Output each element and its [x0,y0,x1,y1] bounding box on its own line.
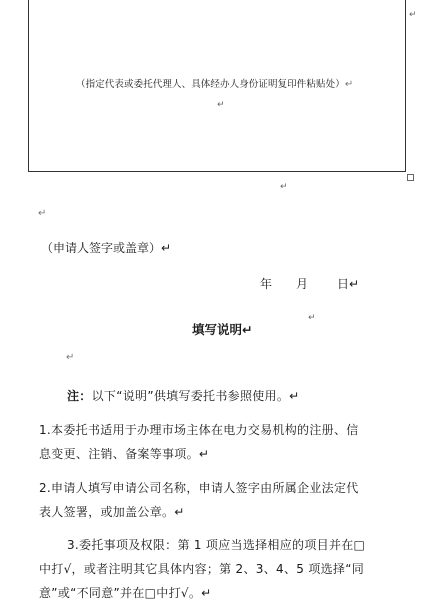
corner-mark: ↵ [409,10,417,20]
item-3-line-3: 意”或“不同意”并在□中打√。↵ [39,586,212,600]
paragraph-mark: ↵ [344,79,354,90]
id-box-caption [76,76,353,90]
item-1-line-2: 息变更、注销、备案等事项。↵ [39,447,210,461]
empty-paragraph-mark: ↵ [38,208,47,219]
id-box-caption-text: （指定代表或委托代理人、具体经办人身份证明复印件粘贴处） [76,79,345,90]
item-2-line-2: 表人签署，或加盖公章。↵ [39,505,185,519]
note-text: 以下“说明”供填写委托书参照使用。↵ [91,389,300,403]
id-box-inner-mark: ↵ [217,100,225,110]
instructions-title: 填写说明↵ [192,322,253,337]
date-day: 日↵ [337,277,360,291]
notes-blank-mark: ↵ [66,352,75,363]
note-label: 注： [67,389,92,403]
item-3-line-1: 3.委托事项及权限：第 1 项应当选择相应的项目并在□ [67,538,366,552]
date-month: 月 [296,277,309,291]
item-2-line-1: 2.申请人填写申请公司名称，申请人签字由所属企业法定代 [39,481,359,495]
applicant-signature-label: （申请人签字或盖章）↵ [41,241,172,255]
item-3-line-2: 中打√，或者注明其它具体内容；第 2、3、4、5 项选择“同 [39,562,365,576]
item-1-line-1: 1.本委托书适用于办理市场主体在电力交易机构的注册、信 [39,423,359,437]
box-bottom-mark: ↵ [280,182,288,192]
after-date-mark: ↵ [308,313,316,323]
resize-handle[interactable] [407,174,414,181]
note-line [67,388,300,404]
date-year: 年 [260,277,273,291]
